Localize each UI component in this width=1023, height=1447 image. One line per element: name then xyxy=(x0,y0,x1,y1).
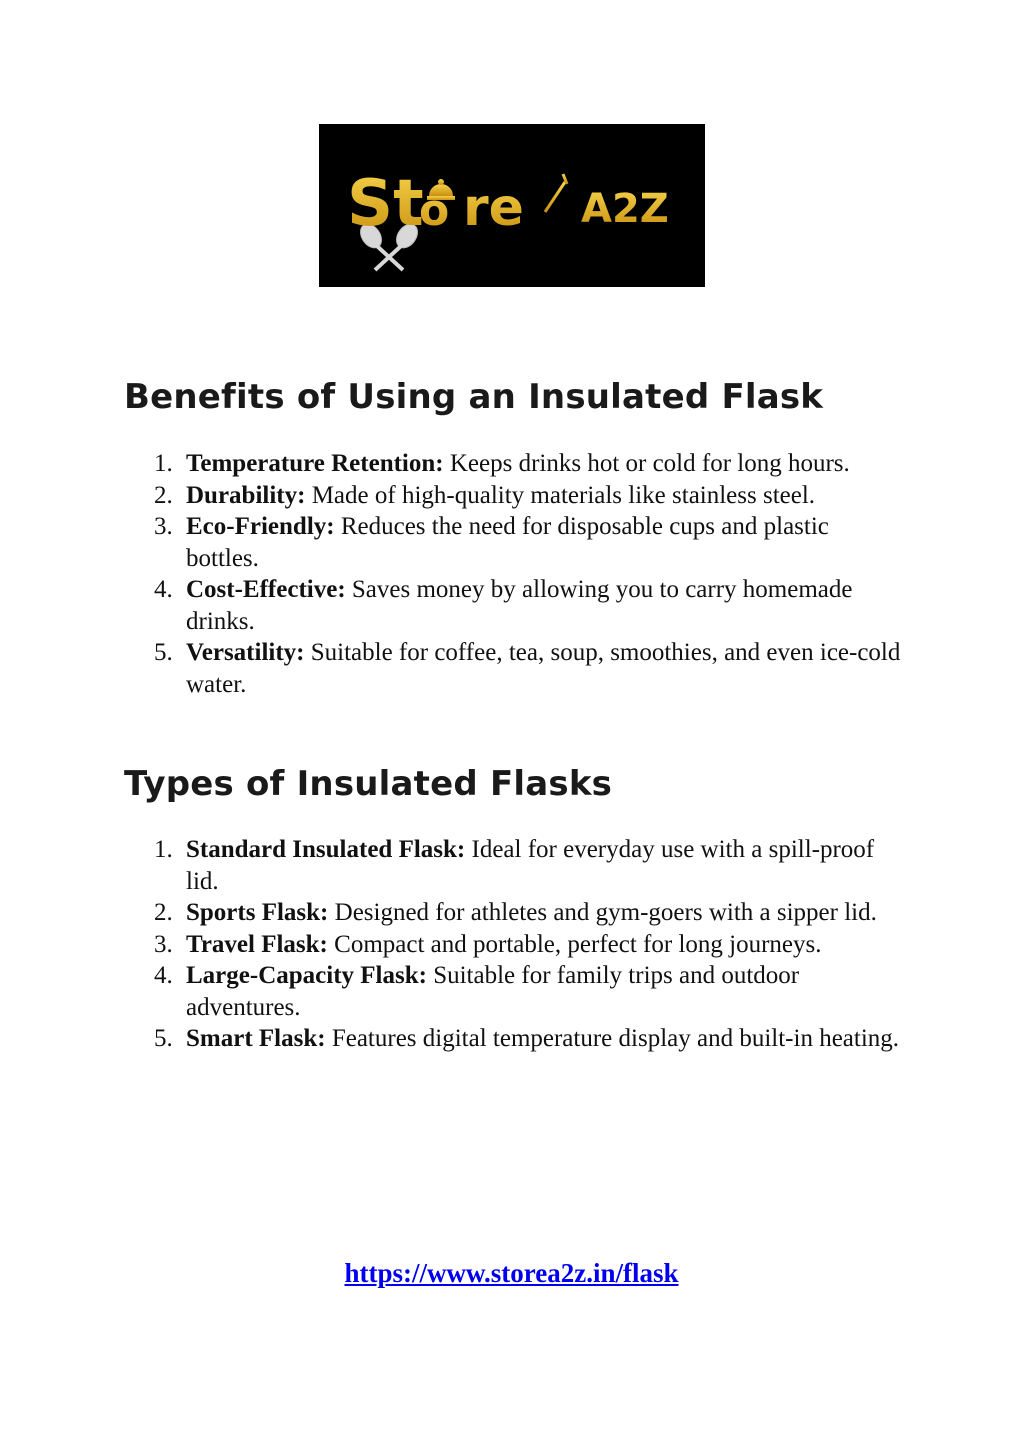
item-title: Travel Flask: xyxy=(186,930,328,958)
item-text: Made of high-quality materials like stainless steel. xyxy=(305,481,816,509)
benefits-list xyxy=(154,448,904,700)
logo-text-a2z: A2Z xyxy=(581,186,669,232)
types-list xyxy=(154,834,904,1055)
item-text: Compact and portable, perfect for long journeys. xyxy=(327,930,822,958)
item-title: Sports Flask: xyxy=(186,899,329,926)
item-title: Durability: xyxy=(186,481,306,509)
logo-text-re: re xyxy=(463,178,524,238)
item-text: Reduces the need for disposable cups and plastic bottles. xyxy=(186,513,829,572)
item-number: 3. xyxy=(154,513,173,540)
list-item xyxy=(154,637,904,700)
item-number: 2. xyxy=(154,481,173,509)
item-title: Versatility: xyxy=(186,639,305,666)
item-number: 2. xyxy=(154,899,173,926)
item-text: Ideal for everyday use with a spill-proof lid. xyxy=(186,836,875,895)
store-a2z-logo xyxy=(319,124,705,287)
item-title: Standard Insulated Flask: xyxy=(186,836,466,863)
item-text: Saves money by allowing you to carry homemade drinks. xyxy=(186,576,853,635)
item-title: Eco-Friendly: xyxy=(186,513,335,540)
item-number: 1. xyxy=(154,450,173,477)
list-item xyxy=(154,897,904,929)
item-number: 3. xyxy=(154,930,173,958)
logo-graphic xyxy=(319,124,705,287)
item-number: 5. xyxy=(154,1025,173,1052)
logo-text-st: St xyxy=(347,167,424,241)
logo-text-o: o xyxy=(419,185,450,236)
item-title: Temperature Retention: xyxy=(186,450,444,477)
benefits-heading: Benefits of Using an Insulated Flask xyxy=(124,377,824,417)
list-item xyxy=(154,574,904,637)
item-text: Designed for athletes and gym-goers with a sipper lid. xyxy=(328,899,877,926)
item-text: Suitable for coffee, tea, soup, smoothies, and even ice-cold water. xyxy=(186,639,901,698)
item-number: 5. xyxy=(154,639,173,666)
list-item xyxy=(154,960,904,1023)
list-item xyxy=(154,834,904,897)
footer-link[interactable]: https://www.storea2z.in/flask xyxy=(344,1258,679,1288)
item-number: 1. xyxy=(154,836,173,863)
item-title: Cost-Effective: xyxy=(186,576,346,603)
item-number: 4. xyxy=(154,962,173,989)
item-text: Suitable for family trips and outdoor adventures. xyxy=(186,962,800,1021)
fork-icon xyxy=(545,174,569,212)
item-number: 4. xyxy=(154,576,173,603)
item-text: Features digital temperature display and built-in heating. xyxy=(325,1025,900,1052)
list-item xyxy=(154,1023,904,1055)
list-item xyxy=(154,448,904,480)
item-title: Smart Flask: xyxy=(186,1025,326,1052)
list-item xyxy=(154,929,904,961)
types-heading: Types of Insulated Flasks xyxy=(124,764,613,804)
item-text: Keeps drinks hot or cold for long hours. xyxy=(443,450,850,477)
list-item xyxy=(154,511,904,574)
list-item xyxy=(154,480,904,512)
item-title: Large-Capacity Flask: xyxy=(186,962,427,989)
